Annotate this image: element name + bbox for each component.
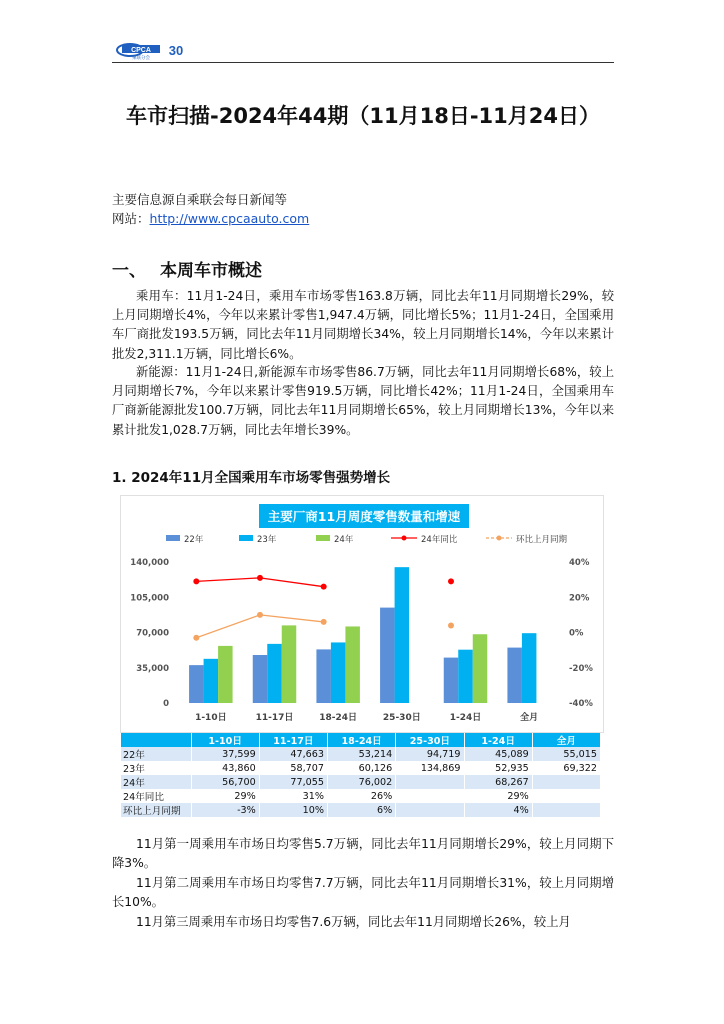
document-title: 车市扫描-2024年44期（11月18日-11月24日） bbox=[126, 104, 600, 128]
bar bbox=[473, 634, 488, 703]
table-cell: 68,267 bbox=[464, 775, 532, 789]
passenger-car-paragraph: 乘用车：11月1-24日，乘用车市场零售163.8万辆，同比去年11月同期增长29%，较上月同期增长4%，今年以来累计零售1,947.4万辆，同比增长5%；11月1-24日，全国乘用车厂商批发193.5万辆，同比去年11月同期增长34%，较上月同期增长14%，今年以来累计批发2,311.1万辆，同比增长6%。 bbox=[112, 289, 614, 361]
week1-paragraph: 11月第一周乘用车市场日均零售5.7万辆，同比去年11月同期增长29%，较上月同期下降3%。 bbox=[112, 837, 614, 871]
bar bbox=[444, 658, 459, 703]
legend-label: 环比上月同期 bbox=[516, 535, 568, 545]
table-header-cell: 1-24日 bbox=[464, 733, 532, 747]
table-cell: 94,719 bbox=[396, 747, 464, 761]
x-axis-tick-label: 1-24日 bbox=[449, 713, 482, 723]
bar bbox=[218, 646, 233, 703]
bar bbox=[395, 567, 410, 703]
table-row-label: 环比上月同期 bbox=[121, 803, 191, 817]
website-link[interactable]: http://www.cpcaauto.com bbox=[149, 211, 310, 226]
table-cell bbox=[396, 803, 464, 817]
table-header-cell: 1-10日 bbox=[191, 733, 259, 747]
table-cell: 26% bbox=[328, 789, 396, 803]
table-cell: 4% bbox=[464, 803, 532, 817]
section-number: 一、 bbox=[112, 261, 146, 281]
table-row bbox=[121, 747, 601, 761]
table-cell: 56,700 bbox=[191, 775, 259, 789]
table-cell: -3% bbox=[191, 803, 259, 817]
table-cell: 37,599 bbox=[191, 747, 259, 761]
series-line-segment bbox=[260, 615, 324, 622]
week3-paragraph: 11月第三周乘用车市场日均零售7.6万辆，同比去年11月同期增长26%，较上月 bbox=[136, 915, 571, 929]
website-label: 网站： bbox=[112, 211, 150, 226]
legend-swatch bbox=[166, 535, 180, 541]
logo-text: CPCA bbox=[131, 47, 151, 54]
y-axis-tick-label: 35,000 bbox=[136, 663, 169, 674]
y2-axis-tick-label: 40% bbox=[569, 558, 590, 568]
table-cell: 45,089 bbox=[464, 747, 532, 761]
x-axis-tick-label: 全月 bbox=[520, 713, 539, 723]
table-cell: 69,322 bbox=[532, 761, 600, 775]
series-point bbox=[257, 575, 263, 581]
table-cell: 47,663 bbox=[259, 747, 327, 761]
bar bbox=[507, 648, 521, 703]
series-point bbox=[193, 635, 199, 641]
y-axis-tick-label: 70,000 bbox=[136, 628, 169, 639]
y2-axis-tick-label: -20% bbox=[569, 663, 593, 674]
week2-paragraph: 11月第二周乘用车市场日均零售7.7万辆，同比去年11月同期增长31%，较上月同期增长10%。 bbox=[112, 876, 614, 910]
table-cell: 6% bbox=[328, 803, 396, 817]
table-cell bbox=[396, 775, 464, 789]
nev-paragraph: 新能源：11月1-24日,新能源车市场零售86.7万辆，同比去年11月同期增长68%，较上月同期增长7%，今年以来累计零售919.5万辆，同比增长42%；11月1-24日，全国乘用车厂商新能源批发100.7万辆，同比去年11月同期增长65%，较上月同期增长13%，今年以来累计批发1,028.7万辆，同比去年增长39%。 bbox=[112, 365, 614, 437]
subsection-heading: 1. 2024年11月全国乘用车市场零售强势增长 bbox=[112, 470, 391, 486]
table-cell: 76,002 bbox=[328, 775, 396, 789]
table-cell: 52,935 bbox=[464, 761, 532, 775]
logo-subtext: 乘联分会 bbox=[132, 56, 150, 60]
bar bbox=[522, 633, 537, 703]
cpca-logo bbox=[112, 40, 192, 60]
legend-label: 22年 bbox=[184, 535, 204, 545]
table-row-label: 24年 bbox=[121, 775, 191, 789]
bar bbox=[458, 650, 473, 703]
y2-axis-tick-label: 0% bbox=[569, 628, 584, 639]
table-cell: 53,214 bbox=[328, 747, 396, 761]
chart-data-table bbox=[121, 733, 601, 817]
y2-axis-tick-label: 20% bbox=[569, 593, 590, 604]
legend-marker bbox=[497, 536, 502, 541]
x-axis-tick-label: 11-17日 bbox=[255, 713, 294, 723]
series-line-segment bbox=[196, 615, 260, 638]
bar bbox=[204, 659, 219, 703]
table-cell bbox=[532, 775, 600, 789]
bar bbox=[189, 665, 204, 703]
legend-label: 23年 bbox=[257, 535, 277, 545]
table-cell: 77,055 bbox=[259, 775, 327, 789]
table-cell: 58,707 bbox=[259, 761, 327, 775]
table-cell bbox=[532, 789, 600, 803]
section-heading bbox=[112, 256, 262, 281]
y-axis-tick-label: 140,000 bbox=[130, 558, 169, 568]
table-header-cell: 全月 bbox=[532, 733, 600, 747]
table-header-cell: 25-30日 bbox=[396, 733, 464, 747]
bar bbox=[267, 644, 282, 703]
legend-swatch bbox=[316, 535, 330, 541]
bar bbox=[316, 649, 331, 703]
table-header-cell: 11-17日 bbox=[259, 733, 327, 747]
website-line bbox=[112, 210, 309, 228]
series-point bbox=[448, 622, 454, 628]
table-cell: 10% bbox=[259, 803, 327, 817]
chart-canvas bbox=[121, 496, 603, 732]
table-cell: 134,869 bbox=[396, 761, 464, 775]
y2-axis-tick-label: -40% bbox=[569, 699, 593, 709]
table-row bbox=[121, 803, 601, 817]
source-note: 主要信息源自乘联会每日新闻等 bbox=[112, 192, 288, 207]
bar bbox=[331, 642, 346, 703]
table-row-label: 22年 bbox=[121, 747, 191, 761]
legend-label: 24年 bbox=[334, 535, 354, 545]
series-point bbox=[321, 619, 327, 625]
table-cell: 29% bbox=[191, 789, 259, 803]
legend-label: 24年同比 bbox=[421, 535, 458, 545]
table-header-row bbox=[121, 733, 601, 747]
table-cell: 29% bbox=[464, 789, 532, 803]
series-point bbox=[257, 612, 263, 618]
table-cell bbox=[396, 789, 464, 803]
bar bbox=[380, 608, 395, 703]
table-cell bbox=[532, 803, 600, 817]
x-axis-tick-label: 25-30日 bbox=[382, 713, 421, 723]
table-row bbox=[121, 775, 601, 789]
y-axis-tick-label: 105,000 bbox=[130, 593, 169, 604]
series-point bbox=[193, 578, 199, 584]
bar bbox=[282, 625, 297, 703]
table-cell: 43,860 bbox=[191, 761, 259, 775]
table-row bbox=[121, 761, 601, 775]
chart-title: 主要厂商11月周度零售数量和增速 bbox=[267, 509, 461, 524]
table-row-label: 23年 bbox=[121, 761, 191, 775]
weekly-retail-chart bbox=[120, 495, 604, 733]
table-header-cell: 18-24日 bbox=[328, 733, 396, 747]
table-cell: 55,015 bbox=[532, 747, 600, 761]
bar bbox=[345, 626, 360, 703]
x-axis-tick-label: 18-24日 bbox=[319, 713, 358, 723]
table-cell: 31% bbox=[259, 789, 327, 803]
legend-marker bbox=[402, 536, 407, 541]
x-axis-tick-label: 1-10日 bbox=[195, 713, 227, 723]
series-line-segment bbox=[196, 578, 260, 582]
legend-swatch bbox=[239, 535, 253, 541]
series-line-segment bbox=[260, 578, 324, 587]
table-row bbox=[121, 789, 601, 803]
table-cell: 60,126 bbox=[328, 761, 396, 775]
table-row-label: 24年同比 bbox=[121, 789, 191, 803]
bar bbox=[253, 655, 268, 703]
header-divider bbox=[112, 62, 614, 63]
logo-anniversary-badge: 30 bbox=[168, 43, 184, 58]
section-title: 本周车市概述 bbox=[160, 261, 262, 281]
series-point bbox=[321, 584, 327, 590]
series-point bbox=[448, 578, 454, 584]
y-axis-tick-label: 0 bbox=[163, 699, 169, 709]
table-header-cell bbox=[121, 733, 191, 747]
